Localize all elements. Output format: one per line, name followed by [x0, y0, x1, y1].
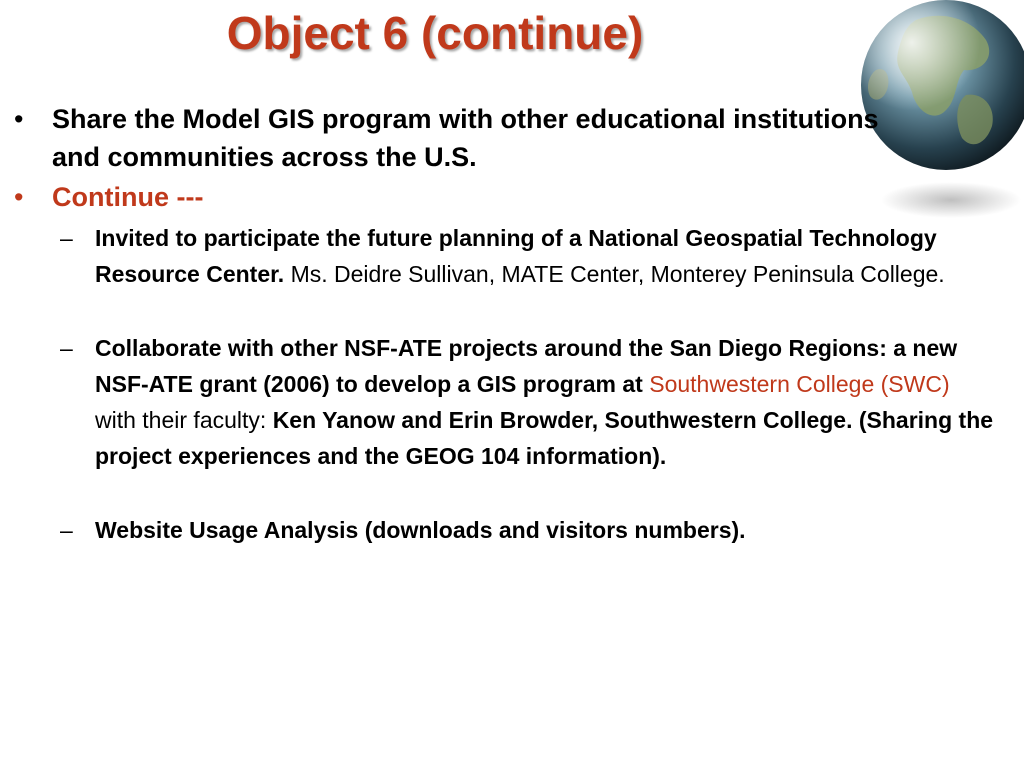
- slide-content: [0, 100, 1000, 548]
- bullet-text: Continue ---: [52, 182, 204, 212]
- sub-bullet-normal-text: Ms. Deidre Sullivan, MATE Center, Monterey Peninsula College.: [284, 261, 945, 287]
- slide-title: Object 6 (continue): [226, 7, 644, 59]
- sub-bullet-marker: –: [60, 517, 73, 543]
- sub-bullet-marker: –: [60, 225, 73, 251]
- bullet-continue: [0, 178, 1000, 216]
- sub-bullet-marker: –: [60, 335, 73, 361]
- sub-bullet-invited: [0, 220, 995, 292]
- sub-bullet-bold-text-2: Ken Yanow and Erin Browder, Southwestern College. (Sharing the project experiences and the GEOG 104 information).: [95, 407, 994, 469]
- bullet-share-program: [0, 100, 912, 176]
- bullet-marker: •: [14, 104, 24, 134]
- sub-bullet-bold-text: Invited to participate the future planning of a National Geospatial Technology Resource Center.: [95, 225, 937, 287]
- college-highlight: Southwestern College (SWC): [649, 371, 950, 397]
- sub-bullet-bold-text: Website Usage Analysis (downloads and visitors numbers).: [95, 517, 746, 543]
- sub-bullet-normal-text: with their faculty:: [95, 407, 273, 433]
- sub-bullet-collaborate: [0, 330, 995, 474]
- bullet-text: Share the Model GIS program with other educational institutions and communities across the U.S.: [52, 104, 879, 172]
- bullet-marker: •: [14, 182, 24, 212]
- sub-bullet-bold-text: Collaborate with other NSF-ATE projects around the San Diego Regions: a new NSF-ATE grant (2006) to develop a GIS program at: [95, 335, 958, 397]
- sub-bullet-website-usage: [0, 512, 995, 548]
